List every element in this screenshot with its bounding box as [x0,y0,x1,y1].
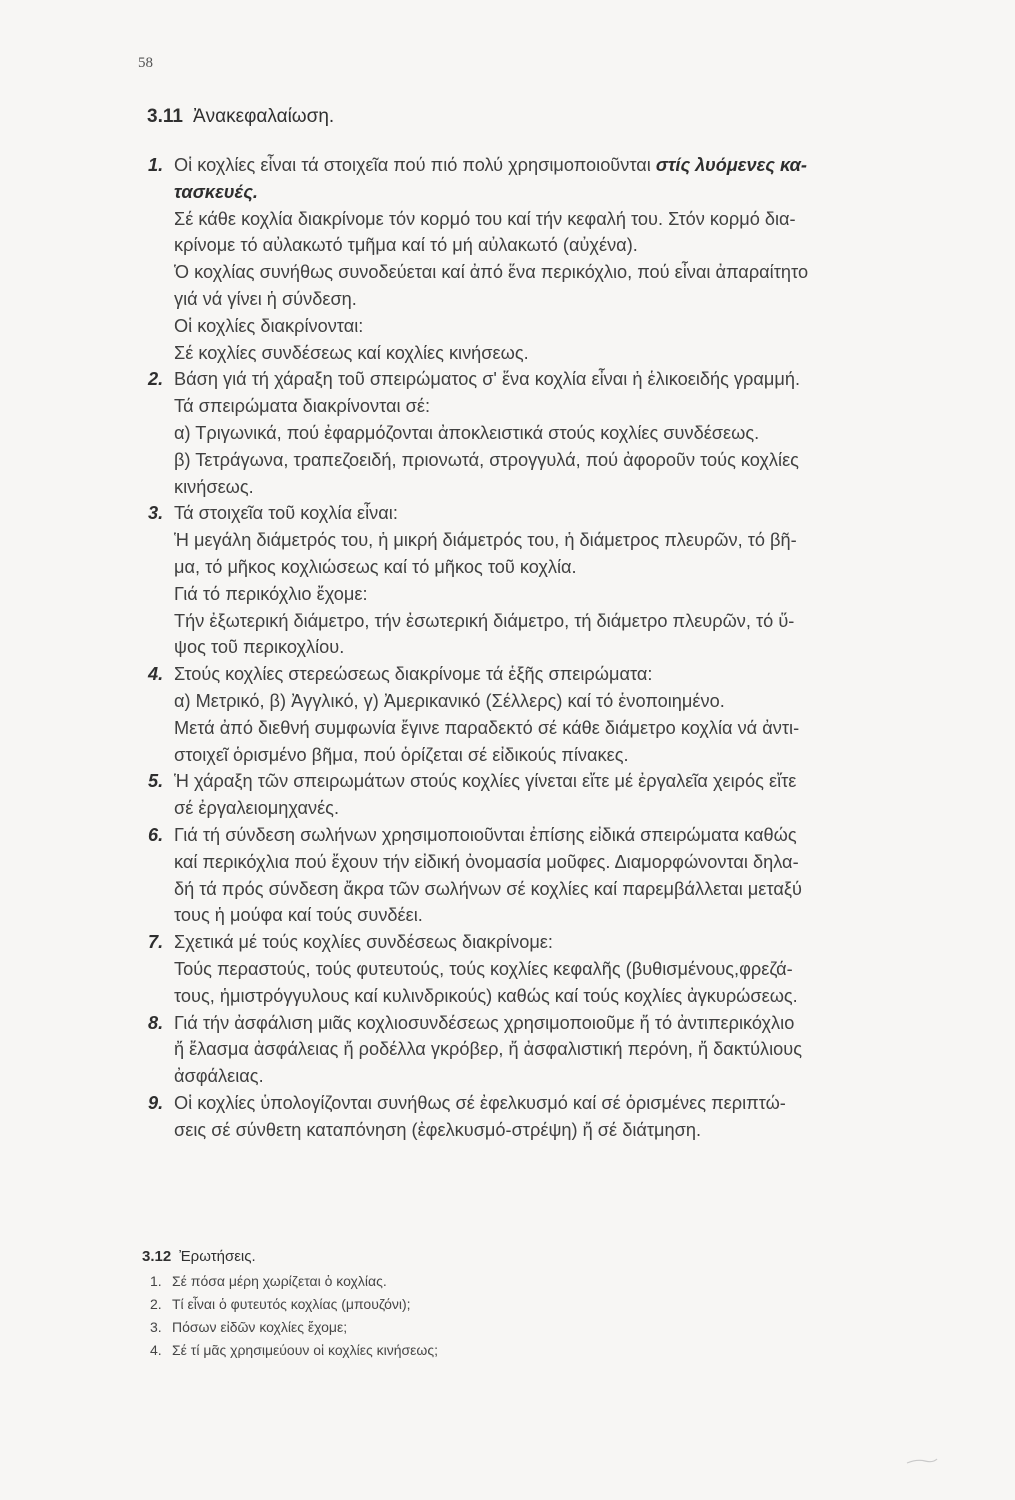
summary-item-line [174,152,978,179]
summary-item [148,822,978,929]
summary-item-line [174,822,978,849]
summary-item-line [174,554,978,581]
body-text: Ὁ κοχλίας συνήθως συνοδεύεται καί ἀπό ἕνα περικόχλιο, πού εἶναι ἀπαραίτητο [174,262,809,283]
summary-item-line [174,742,978,769]
summary-item-number: 9. [148,1092,164,1113]
body-text: Γιά τό περικόχλιο ἔχομε: [174,583,368,604]
summary-item [148,929,978,1009]
summary-item-line [174,206,978,233]
summary-item-number: 3. [148,503,164,524]
summary-item-line [174,527,978,554]
body-text: γιά νά γίνει ἡ σύνδεση. [174,288,357,309]
question-item [150,1339,438,1362]
summary-item-line [174,313,978,340]
scan-smudge-icon [905,1458,939,1464]
summary-heading [147,106,334,128]
question-item [150,1316,438,1339]
body-text: Γιά τήν ἀσφάλιση μιᾶς κοχλιοσυνδέσεως χρησιμοποιοῦμε ἤ τό ἀντιπερικόχλιο [174,1012,795,1033]
summary-item-line [174,474,978,501]
body-text: ἀσφάλειας. [174,1066,264,1087]
summary-item-line [174,1117,978,1144]
question-text: Σέ πόσα μέρη χωρίζεται ὁ κοχλίας. [172,1273,387,1289]
body-text: ψος τοῦ περικοχλίου. [174,637,345,658]
summary-list [148,152,978,1143]
summary-item-line [174,956,978,983]
summary-item-line [174,876,978,903]
body-text: Τήν ἐξωτερική διάμετρο, τήν ἐσωτερική διάμετρο, τή διάμετρο πλευρῶν, τό ὕ- [174,610,795,631]
summary-title: Ἀνακεφαλαίωση. [192,106,335,127]
question-number: 2. [150,1296,162,1312]
body-text: κινήσεως. [174,476,254,497]
body-text: δή τά πρός σύνδεση ἄκρα τῶν σωλήνων σέ κοχλίες καί παρεμβάλλεται μεταξύ [174,878,802,899]
body-text: στοιχεῖ ὁρισμένο βῆμα, πού ὁρίζεται σέ εἰδικούς πίνακες. [174,744,629,765]
body-text: Σέ κοχλίες συνδέσεως καί κοχλίες κινήσεως. [174,342,529,363]
body-text: τους ἡ μούφα καί τούς συνδέει. [174,905,423,926]
body-text: ἤ ἔλασμα ἀσφάλειας ἤ ροδέλλα γκρόβερ, ἤ ἀσφαλιστική περόνη, ἤ δακτύλιους [174,1039,803,1060]
questions-title: Ἐρωτήσεις. [179,1248,256,1265]
body-text: τους, ἡμιστρόγγυλους καί κυλινδρικούς) καθώς καί τούς κοχλίες ἀγκυρώσεως. [174,985,798,1006]
summary-item-line [174,634,978,661]
summary-item [148,366,978,500]
summary-item-line [174,581,978,608]
question-number: 1. [150,1273,162,1289]
summary-item-line [174,1010,978,1037]
body-text: καί περικόχλια πού ἔχουν τήν εἰδική ὀνομασία μοῦφες. Διαμορφώνονται δηλα- [174,851,799,872]
summary-item-line [174,902,978,929]
questions-list [150,1270,438,1362]
question-text: Τί εἶναι ὁ φυτευτός κοχλίας (μπουζόνι); [172,1296,411,1312]
summary-item-line [174,179,978,206]
body-text: Οἱ κοχλίες ὑπολογίζονται συνήθως σέ ἐφελκυσμό καί σέ ὁρισμένες περιπτώ- [174,1092,786,1113]
summary-item-line [174,929,978,956]
emphasized-text: στίς λυόμενες κα- [655,155,807,175]
body-text: α) Μετρικό, β) Ἀγγλικό, γ) Ἀμερικανικό (Σέλλερς) καί τό ἑνοποιημένο. [174,690,725,711]
questions-heading [142,1248,256,1265]
body-text: Τά σπειρώματα διακρίνονται σέ: [174,396,431,417]
summary-item-line [174,1063,978,1090]
question-text: Πόσων εἰδῶν κοχλίες ἔχομε; [172,1319,348,1335]
summary-item-line [174,393,978,420]
body-text: Γιά τή σύνδεση σωλήνων χρησιμοποιοῦνται ἐπίσης εἰδικά σπειρώματα καθώς [174,824,797,845]
question-item [150,1293,438,1316]
body-text: Τούς περαστούς, τούς φυτευτούς, τούς κοχλίες κεφαλῆς (βυθισμένους,φρεζά- [174,958,793,979]
body-text: Ἡ μεγάλη διάμετρός του, ἡ μικρή διάμετρός του, ἡ διάμετρος πλευρῶν, τό βῆ- [174,530,797,551]
body-text: Οἱ κοχλίες διακρίνονται: [174,315,364,336]
summary-item [148,1090,978,1144]
summary-item-line [174,688,978,715]
summary-item-line [174,1090,978,1117]
summary-item [148,661,978,768]
body-text: Ἡ χάραξη τῶν σπειρωμάτων στούς κοχλίες γίνεται εἴτε μέ ἐργαλεῖα χειρός εἴτε [174,771,797,792]
summary-item [148,152,978,366]
summary-item-line [174,608,978,635]
summary-item [148,1010,978,1090]
summary-item [148,500,978,661]
body-text: Σχετικά μέ τούς κοχλίες συνδέσεως διακρίνομε: [174,932,553,953]
summary-item-line [174,340,978,367]
summary-item-line [174,366,978,393]
questions-section-number: 3.12 [142,1248,172,1265]
emphasized-text: τασκευές. [174,181,258,202]
summary-item-line [174,286,978,313]
body-text: σέ ἐργαλειομηχανές. [174,798,339,819]
summary-item-line [174,259,978,286]
summary-section-number: 3.11 [147,106,183,127]
question-number: 4. [150,1342,162,1358]
body-text: μα, τό μῆκος κοχλιώσεως καί τό μῆκος τοῦ κοχλία. [174,556,577,577]
summary-item-line [174,232,978,259]
body-text: Στούς κοχλίες στερεώσεως διακρίνομε τά ἑξῆς σπειρώματα: [174,664,653,685]
question-number: 3. [150,1319,162,1335]
body-text: Οἱ κοχλίες εἶναι τά στοιχεῖα πού πιό πολύ χρησιμοποιοῦνται [174,155,656,175]
summary-item-number: 7. [148,932,164,953]
summary-item-line [174,500,978,527]
summary-item-line [174,849,978,876]
question-text: Σέ τί μᾶς χρησιμεύουν οἱ κοχλίες κινήσεως; [172,1342,438,1358]
body-text: σεις σέ σύνθετη καταπόνηση (ἐφελκυσμό-στρέψη) ἤ σέ διάτμηση. [174,1119,702,1140]
summary-item-line [174,768,978,795]
summary-item-line [174,715,978,742]
summary-item-line [174,1036,978,1063]
summary-item-number: 6. [148,824,164,845]
body-text: κρίνομε τό αὐλακωτό τμῆμα καί τό μή αὐλακωτό (αὐχένα). [174,235,638,256]
summary-item-number: 8. [148,1012,164,1033]
body-text: α) Τριγωνικά, πού ἐφαρμόζονται ἀποκλειστικά στούς κοχλίες συνδέσεως. [174,422,760,443]
summary-item-line [174,447,978,474]
summary-item-line [174,661,978,688]
summary-item [148,768,978,822]
body-text: Τά στοιχεῖα τοῦ κοχλία εἶναι: [174,503,398,524]
body-text: Βάση γιά τή χάραξη τοῦ σπειρώματος σ' ἕνα κοχλία εἶναι ἡ ἑλικοειδής γραμμή. [174,369,801,390]
page-number: 58 [138,55,153,71]
question-item [150,1270,438,1293]
summary-item-line [174,983,978,1010]
summary-item-number: 2. [148,369,164,390]
summary-item-line [174,420,978,447]
summary-item-line [174,795,978,822]
body-text: Μετά ἀπό διεθνή συμφωνία ἔγινε παραδεκτό σέ κάθε διάμετρο κοχλία νά ἀντι- [174,717,800,738]
body-text: Σέ κάθε κοχλία διακρίνομε τόν κορμό του καί τήν κεφαλή του. Στόν κορμό δια- [174,208,796,229]
summary-item-number: 4. [148,664,164,685]
body-text: β) Τετράγωνα, τραπεζοειδή, πριονωτά, στρογγυλά, πού ἀφοροῦν τούς κοχλίες [174,449,799,470]
summary-item-number: 5. [148,771,164,792]
summary-item-number: 1. [148,155,164,175]
